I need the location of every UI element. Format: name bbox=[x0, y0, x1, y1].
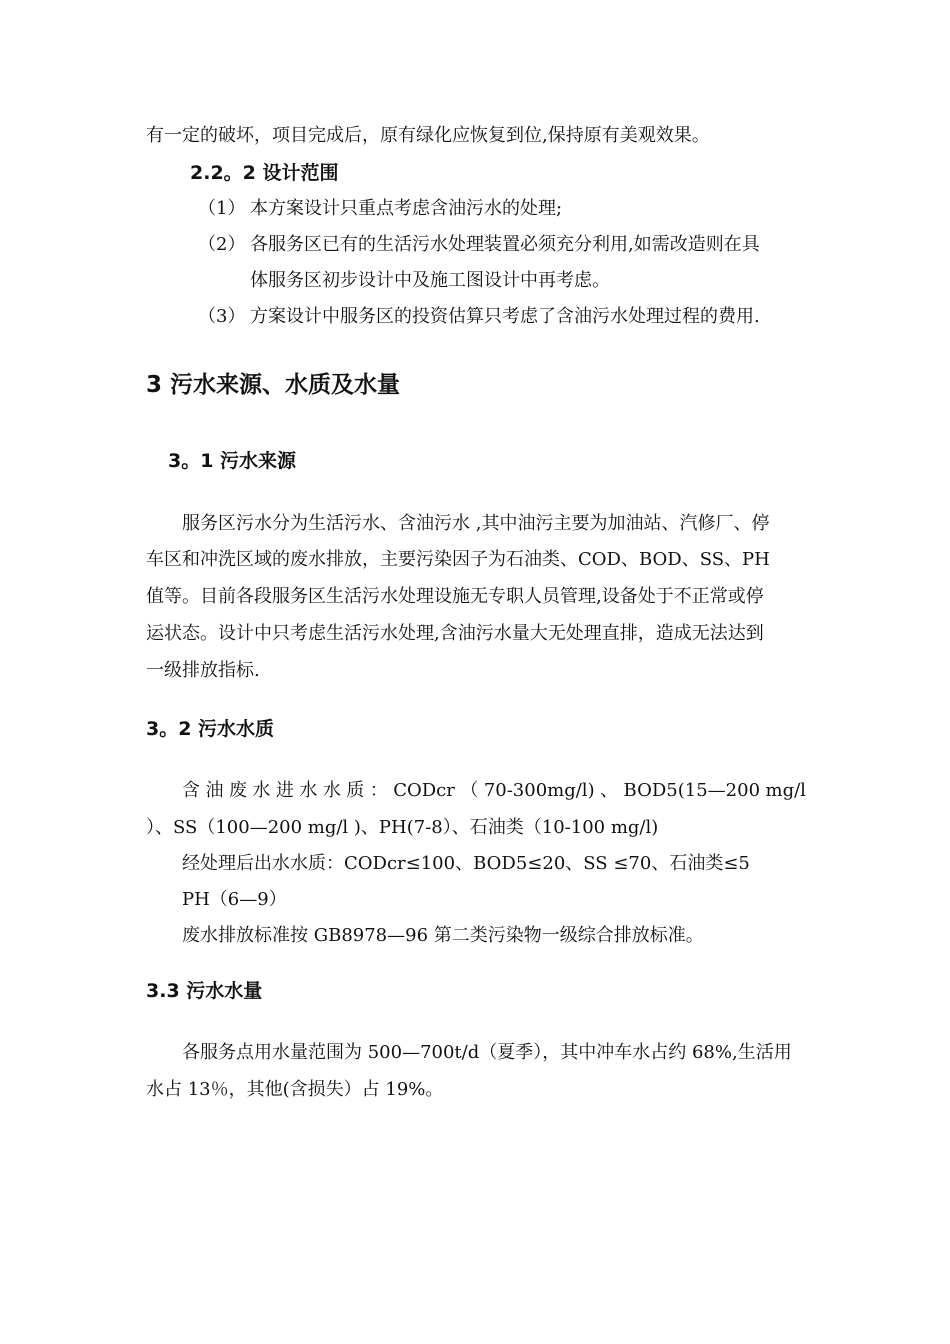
inflow-word: CODcr bbox=[393, 780, 455, 801]
inflow-word: 水 bbox=[299, 780, 318, 801]
inflow-word: 水 bbox=[322, 780, 341, 801]
inflow-word: 水 bbox=[252, 780, 271, 801]
paragraph-line: 值等。目前各段服务区生活污水处理设施无专职人员管理,设备处于不正常或停 bbox=[146, 586, 764, 607]
inflow-word: mg/l bbox=[765, 780, 806, 801]
discharge-standard-line: 废水排放标准按 GB8978—96 第二类污染物一级综合排放标准。 bbox=[182, 925, 704, 946]
inflow-word: 油 bbox=[205, 780, 224, 801]
inflow-word: ： bbox=[369, 780, 388, 801]
inflow-word: 、 bbox=[600, 780, 619, 801]
inflow-word: 含 bbox=[182, 780, 200, 801]
inflow-word: BOD5(15—200 bbox=[623, 780, 761, 801]
list-item-continuation: 体服务区初步设计中及施工图设计中再考虑。 bbox=[250, 270, 610, 291]
inflow-word: 70-300mg/l) bbox=[483, 780, 595, 801]
paragraph-line: 水占 13％，其他(含损失）占 19%。 bbox=[146, 1079, 444, 1100]
paragraph-line: 各服务点用水量范围为 500—700t/d（夏季），其中冲车水占约 68%,生活用 bbox=[182, 1042, 792, 1063]
heading-3-2: 3。2 污水水质 bbox=[146, 718, 275, 740]
inflow-quality-continuation: ）、SS（100—200 mg/l )、PH(7-8）、石油类（10-100 mg/l) bbox=[146, 817, 659, 838]
list-item bbox=[198, 305, 760, 329]
intro-line: 有一定的破坏，项目完成后，原有绿化应恢复到位,保持原有美观效果。 bbox=[146, 125, 710, 146]
list-item-text: 各服务区已有的生活污水处理装置必须充分利用,如需改造则在具 bbox=[250, 234, 760, 255]
paragraph-line: 运状态。设计中只考虑生活污水处理,含油污水量大无处理直排，造成无法达到 bbox=[146, 623, 764, 644]
paragraph-line: 服务区污水分为生活污水、含油污水 ,其中油污主要为加油站、汽修厂、停 bbox=[182, 513, 770, 534]
list-item-text: 方案设计中服务区的投资估算只考虑了含油污水处理过程的费用. bbox=[250, 306, 760, 327]
inflow-word: （ bbox=[460, 780, 479, 801]
heading-2-2-2: 2.2。2 设计范围 bbox=[190, 162, 339, 184]
list-item-number: （2） bbox=[198, 234, 246, 255]
inflow-word: 废 bbox=[228, 780, 247, 801]
heading-3-3: 3.3 污水水量 bbox=[146, 980, 263, 1002]
list-item-number: （1） bbox=[198, 198, 246, 219]
inflow-quality-line bbox=[182, 779, 806, 803]
paragraph-line: 一级排放指标. bbox=[146, 660, 260, 681]
heading-3-1: 3。1 污水来源 bbox=[168, 450, 297, 472]
paragraph-line: 车区和冲洗区域的废水排放，主要污染因子为石油类、COD、BOD、SS、PH bbox=[146, 549, 770, 570]
outflow-ph-line: PH（6—9） bbox=[182, 889, 287, 910]
list-item bbox=[198, 233, 760, 257]
inflow-word: 质 bbox=[346, 780, 365, 801]
outflow-quality-line: 经处理后出水水质：CODcr≤100、BOD5≤20、SS ≤70、石油类≤5 bbox=[182, 853, 750, 874]
list-item-number: （3） bbox=[198, 306, 246, 327]
inflow-word: 进 bbox=[275, 780, 294, 801]
list-item-text: 本方案设计只重点考虑含油污水的处理; bbox=[250, 198, 563, 219]
list-item bbox=[198, 197, 562, 221]
heading-3: 3 污水来源、水质及水量 bbox=[146, 372, 401, 398]
